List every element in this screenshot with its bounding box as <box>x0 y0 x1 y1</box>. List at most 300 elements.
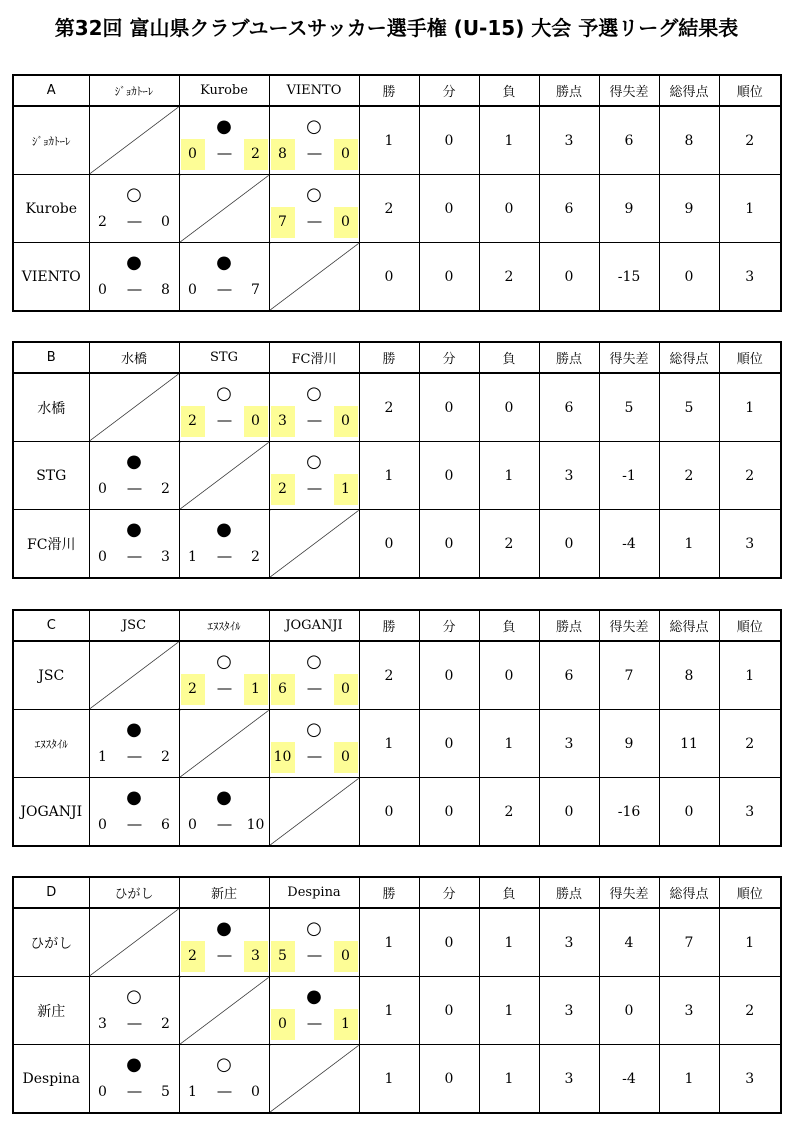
match-score <box>180 275 269 306</box>
stat-header <box>659 75 719 106</box>
goals-for: 0 <box>271 1009 295 1040</box>
match-score <box>270 1009 359 1040</box>
wins-cell <box>359 1045 419 1114</box>
goals-against: 0 <box>334 139 358 170</box>
goals-against: 5 <box>161 1084 170 1100</box>
losses-value: 1 <box>504 1070 514 1087</box>
points-value: 3 <box>564 1070 574 1087</box>
win-mark: ○ <box>216 1054 232 1075</box>
opponent-name: VIENTO <box>286 83 342 98</box>
goals-for: 5 <box>271 941 295 972</box>
stat-header <box>539 877 599 908</box>
goal-difference-cell <box>599 175 659 243</box>
draws-cell <box>419 977 479 1045</box>
goals-for: 1 <box>188 1084 197 1100</box>
header-row <box>13 877 781 908</box>
goals-total-cell <box>659 710 719 778</box>
score-dash: ― <box>127 1084 142 1100</box>
match-result <box>180 107 269 174</box>
stat-header-label: 得失差 <box>609 620 649 635</box>
match-score <box>270 742 359 773</box>
goals-for: 8 <box>271 139 295 170</box>
loss-mark: ● <box>126 1054 142 1075</box>
self-match-cell <box>89 373 179 442</box>
opponent-header <box>269 877 359 908</box>
loss-mark: ● <box>126 787 142 808</box>
goal-difference-cell <box>599 106 659 175</box>
points-cell <box>539 243 599 312</box>
stat-header-label: 得失差 <box>609 352 649 367</box>
goals-against: 2 <box>161 481 170 497</box>
stat-header <box>659 877 719 908</box>
goals-total-value: 0 <box>684 803 694 820</box>
team-name-cell <box>13 1045 89 1114</box>
group-table-d <box>12 876 782 1114</box>
wins-cell <box>359 373 419 442</box>
losses-value: 0 <box>504 399 514 416</box>
wins-value: 2 <box>384 667 394 684</box>
stat-header-label: 勝 <box>382 620 396 635</box>
match-result-cell <box>269 710 359 778</box>
opponent-header <box>269 342 359 373</box>
stat-header-label: 順位 <box>736 352 763 367</box>
goal-difference-value: -15 <box>617 268 641 285</box>
points-value: 3 <box>564 467 574 484</box>
group-letter: A <box>46 83 56 98</box>
wins-cell <box>359 710 419 778</box>
match-result <box>180 243 269 310</box>
goals-against: 0 <box>334 742 358 773</box>
stat-header <box>479 75 539 106</box>
loss-mark: ● <box>216 252 232 273</box>
stat-header-label: 総得点 <box>669 352 709 367</box>
losses-value: 1 <box>504 1002 514 1019</box>
match-score <box>180 941 269 972</box>
goals-against: 0 <box>334 941 358 972</box>
win-mark: ○ <box>306 651 322 672</box>
self-match-cell <box>179 175 269 243</box>
points-cell <box>539 106 599 175</box>
stat-header-label: 順位 <box>736 887 763 902</box>
header-row <box>13 610 781 641</box>
rank-value: 1 <box>745 934 755 951</box>
goals-total-cell <box>659 175 719 243</box>
opponent-name: Kurobe <box>200 83 248 98</box>
stat-header-label: 分 <box>442 352 456 367</box>
team-row <box>13 106 781 175</box>
team-name-cell <box>13 373 89 442</box>
rank-cell <box>719 373 781 442</box>
stat-header <box>539 610 599 641</box>
self-match-cell <box>269 1045 359 1114</box>
team-name-cell <box>13 243 89 312</box>
wins-cell <box>359 908 419 977</box>
match-score <box>90 1009 179 1040</box>
team-name: VIENTO <box>21 268 81 285</box>
wins-value: 0 <box>384 535 394 552</box>
draws-cell <box>419 243 479 312</box>
rank-cell <box>719 1045 781 1114</box>
team-row <box>13 510 781 579</box>
win-mark: ○ <box>306 116 322 137</box>
loss-mark: ● <box>216 116 232 137</box>
stat-header-label: 勝点 <box>555 85 582 100</box>
match-score <box>270 674 359 705</box>
losses-value: 0 <box>504 200 514 217</box>
points-value: 3 <box>564 735 574 752</box>
goals-against: 2 <box>161 1016 170 1032</box>
goal-difference-value: 4 <box>624 934 634 951</box>
rank-value: 3 <box>745 268 755 285</box>
match-result <box>90 778 179 845</box>
match-result <box>270 642 359 709</box>
win-mark: ○ <box>306 918 322 939</box>
points-value: 3 <box>564 132 574 149</box>
opponent-name: JSC <box>121 618 147 633</box>
team-row <box>13 977 781 1045</box>
score-dash: ― <box>127 549 142 565</box>
draws-value: 0 <box>444 467 454 484</box>
rank-value: 3 <box>745 535 755 552</box>
stat-header-label: 総得点 <box>669 85 709 100</box>
goals-total-cell <box>659 641 719 710</box>
goals-for: 2 <box>181 674 205 705</box>
win-mark: ○ <box>216 651 232 672</box>
match-result <box>180 510 269 577</box>
team-name: Despina <box>22 1070 80 1087</box>
match-result <box>180 1045 269 1112</box>
match-result <box>180 374 269 441</box>
group-table-b <box>12 341 782 579</box>
goals-against: 0 <box>161 214 170 230</box>
rank-value: 2 <box>745 132 755 149</box>
team-name: STG <box>36 467 67 484</box>
stat-header <box>599 342 659 373</box>
match-result-cell <box>89 510 179 579</box>
team-row <box>13 243 781 312</box>
draws-cell <box>419 510 479 579</box>
match-score <box>90 742 179 773</box>
score-dash: ― <box>307 1016 322 1032</box>
points-value: 0 <box>564 535 574 552</box>
losses-value: 1 <box>504 467 514 484</box>
score-dash: ― <box>217 948 232 964</box>
goals-for: 1 <box>188 549 197 565</box>
loss-mark: ● <box>306 986 322 1007</box>
goals-total-value: 9 <box>684 200 694 217</box>
group-letter: D <box>46 885 57 900</box>
score-dash: ― <box>217 817 232 833</box>
match-score <box>270 941 359 972</box>
draws-value: 0 <box>444 803 454 820</box>
win-mark: ○ <box>126 184 142 205</box>
goal-difference-value: -4 <box>622 1070 636 1087</box>
goal-difference-value: 7 <box>624 667 634 684</box>
losses-value: 2 <box>504 803 514 820</box>
match-score <box>90 207 179 238</box>
goals-against: 0 <box>334 674 358 705</box>
rank-cell <box>719 908 781 977</box>
score-dash: ― <box>217 146 232 162</box>
group-label <box>13 75 89 106</box>
match-result-cell <box>269 977 359 1045</box>
match-result-cell <box>89 1045 179 1114</box>
score-dash: ― <box>307 214 322 230</box>
draws-cell <box>419 908 479 977</box>
goals-for: 0 <box>98 549 107 565</box>
match-result-cell <box>89 977 179 1045</box>
wins-cell <box>359 510 419 579</box>
goal-difference-value: 9 <box>624 200 634 217</box>
team-name-cell <box>13 977 89 1045</box>
match-result-cell <box>269 908 359 977</box>
goals-for: 7 <box>271 207 295 238</box>
points-cell <box>539 977 599 1045</box>
stat-header-label: 勝 <box>382 85 396 100</box>
wins-value: 1 <box>384 1002 394 1019</box>
win-mark: ○ <box>306 451 322 472</box>
score-dash: ― <box>307 948 322 964</box>
losses-cell <box>479 442 539 510</box>
self-match-cell <box>269 243 359 312</box>
goals-total-value: 1 <box>684 535 694 552</box>
header-row <box>13 342 781 373</box>
goals-total-value: 0 <box>684 268 694 285</box>
rank-cell <box>719 442 781 510</box>
group-label <box>13 877 89 908</box>
rank-value: 2 <box>745 1002 755 1019</box>
draws-cell <box>419 710 479 778</box>
losses-cell <box>479 106 539 175</box>
goals-against: 0 <box>334 406 358 437</box>
match-score <box>90 1077 179 1108</box>
team-row <box>13 1045 781 1114</box>
stat-header <box>719 75 781 106</box>
score-dash: ― <box>307 413 322 429</box>
goals-against: 2 <box>161 749 170 765</box>
match-score <box>90 474 179 505</box>
opponent-name: STG <box>210 350 238 365</box>
points-cell <box>539 175 599 243</box>
match-result-cell <box>179 373 269 442</box>
rank-cell <box>719 641 781 710</box>
points-cell <box>539 778 599 847</box>
stat-header <box>419 75 479 106</box>
goals-for: 2 <box>271 474 295 505</box>
goal-difference-cell <box>599 442 659 510</box>
match-score <box>270 139 359 170</box>
wins-cell <box>359 641 419 710</box>
wins-value: 1 <box>384 1070 394 1087</box>
goals-total-value: 11 <box>680 735 698 752</box>
match-result <box>90 243 179 310</box>
goal-difference-cell <box>599 373 659 442</box>
rank-cell <box>719 778 781 847</box>
stat-header <box>419 877 479 908</box>
stat-header-label: 勝点 <box>555 620 582 635</box>
page-title: 第32回 富山県クラブユースサッカー選手権 (U-15) 大会 予選リーグ結果表 <box>54 16 739 40</box>
stat-header-label: 負 <box>502 85 516 100</box>
stat-header <box>479 610 539 641</box>
match-result-cell <box>89 778 179 847</box>
wins-value: 1 <box>384 735 394 752</box>
score-dash: ― <box>127 1016 142 1032</box>
stat-header <box>599 877 659 908</box>
opponent-name: JOGANJI <box>285 618 343 633</box>
match-result <box>90 1045 179 1112</box>
losses-cell <box>479 977 539 1045</box>
stat-header <box>719 610 781 641</box>
opponent-header <box>179 877 269 908</box>
losses-cell <box>479 175 539 243</box>
goals-total-cell <box>659 510 719 579</box>
goals-for: 1 <box>98 749 107 765</box>
team-row <box>13 908 781 977</box>
stat-header <box>479 877 539 908</box>
team-name: ｴﾇｽﾀｲﾙ <box>34 737 68 751</box>
team-name-cell <box>13 710 89 778</box>
draws-value: 0 <box>444 132 454 149</box>
match-result <box>180 778 269 845</box>
points-value: 0 <box>564 803 574 820</box>
match-score <box>270 474 359 505</box>
goals-for: 0 <box>98 282 107 298</box>
team-name: Kurobe <box>25 200 78 217</box>
stat-header-label: 勝 <box>382 887 396 902</box>
match-result <box>270 909 359 976</box>
draws-cell <box>419 1045 479 1114</box>
stat-header <box>719 877 781 908</box>
losses-cell <box>479 778 539 847</box>
match-result <box>270 374 359 441</box>
score-dash: ― <box>127 214 142 230</box>
group-table-a <box>12 74 782 312</box>
match-result-cell <box>179 778 269 847</box>
draws-value: 0 <box>444 535 454 552</box>
loss-mark: ● <box>126 719 142 740</box>
goals-for: 2 <box>181 406 205 437</box>
goals-total-cell <box>659 442 719 510</box>
match-result <box>90 175 179 242</box>
goals-for: 0 <box>188 817 197 833</box>
points-value: 0 <box>564 268 574 285</box>
wins-value: 2 <box>384 399 394 416</box>
stat-header <box>359 342 419 373</box>
stat-header <box>659 342 719 373</box>
match-result-cell <box>179 641 269 710</box>
match-result <box>90 510 179 577</box>
rank-cell <box>719 710 781 778</box>
wins-value: 1 <box>384 132 394 149</box>
score-dash: ― <box>307 749 322 765</box>
draws-value: 0 <box>444 399 454 416</box>
stat-header <box>539 342 599 373</box>
loss-mark: ● <box>126 519 142 540</box>
match-result-cell <box>269 175 359 243</box>
goals-total-value: 8 <box>684 132 694 149</box>
wins-value: 0 <box>384 268 394 285</box>
goals-for: 6 <box>271 674 295 705</box>
goal-difference-value: -1 <box>622 467 636 484</box>
stat-header <box>719 342 781 373</box>
wins-value: 1 <box>384 467 394 484</box>
match-score <box>180 810 269 841</box>
goal-difference-value: 0 <box>624 1002 634 1019</box>
stat-header-label: 分 <box>442 887 456 902</box>
goals-against: 1 <box>334 1009 358 1040</box>
goals-against: 6 <box>161 817 170 833</box>
stat-header-label: 得失差 <box>609 85 649 100</box>
goals-total-value: 5 <box>684 399 694 416</box>
opponent-name: ひがし <box>114 887 154 902</box>
stat-header-label: 勝点 <box>555 352 582 367</box>
match-result-cell <box>179 510 269 579</box>
opponent-header <box>269 610 359 641</box>
stat-header <box>479 342 539 373</box>
score-dash: ― <box>217 413 232 429</box>
draws-cell <box>419 373 479 442</box>
team-name: 水橋 <box>37 400 66 417</box>
score-dash: ― <box>307 481 322 497</box>
score-dash: ― <box>217 1084 232 1100</box>
goal-difference-cell <box>599 710 659 778</box>
self-match-cell <box>179 442 269 510</box>
goal-difference-value: -4 <box>622 535 636 552</box>
match-result-cell <box>269 373 359 442</box>
match-score <box>180 139 269 170</box>
match-result <box>90 710 179 777</box>
stat-header-label: 分 <box>442 620 456 635</box>
goal-difference-value: 5 <box>624 399 634 416</box>
draws-cell <box>419 778 479 847</box>
goal-difference-cell <box>599 778 659 847</box>
team-name: 新庄 <box>37 1003 66 1020</box>
goal-difference-cell <box>599 641 659 710</box>
draws-value: 0 <box>444 268 454 285</box>
points-value: 6 <box>564 399 574 416</box>
team-name: ｼﾞｮｶﾄｰﾚ <box>32 134 71 148</box>
wins-cell <box>359 442 419 510</box>
loss-mark: ● <box>216 787 232 808</box>
opponent-header <box>269 75 359 106</box>
group-letter: B <box>46 350 56 365</box>
match-result <box>270 175 359 242</box>
rank-value: 2 <box>745 467 755 484</box>
goals-for: 2 <box>98 214 107 230</box>
goals-against: 2 <box>251 549 260 565</box>
match-result <box>270 710 359 777</box>
opponent-name: 水橋 <box>120 352 147 367</box>
goals-against: 8 <box>161 282 170 298</box>
stat-header <box>359 877 419 908</box>
team-name-cell <box>13 442 89 510</box>
stat-header-label: 総得点 <box>669 620 709 635</box>
points-cell <box>539 641 599 710</box>
match-result-cell <box>269 641 359 710</box>
draws-value: 0 <box>444 200 454 217</box>
goal-difference-cell <box>599 908 659 977</box>
goals-for: 0 <box>98 481 107 497</box>
match-score <box>90 810 179 841</box>
team-name: ひがし <box>30 935 73 952</box>
rank-value: 1 <box>745 200 755 217</box>
goal-difference-value: -16 <box>617 803 641 820</box>
match-result-cell <box>269 106 359 175</box>
team-name-cell <box>13 106 89 175</box>
team-row <box>13 175 781 243</box>
goals-for: 3 <box>271 406 295 437</box>
match-score <box>270 406 359 437</box>
